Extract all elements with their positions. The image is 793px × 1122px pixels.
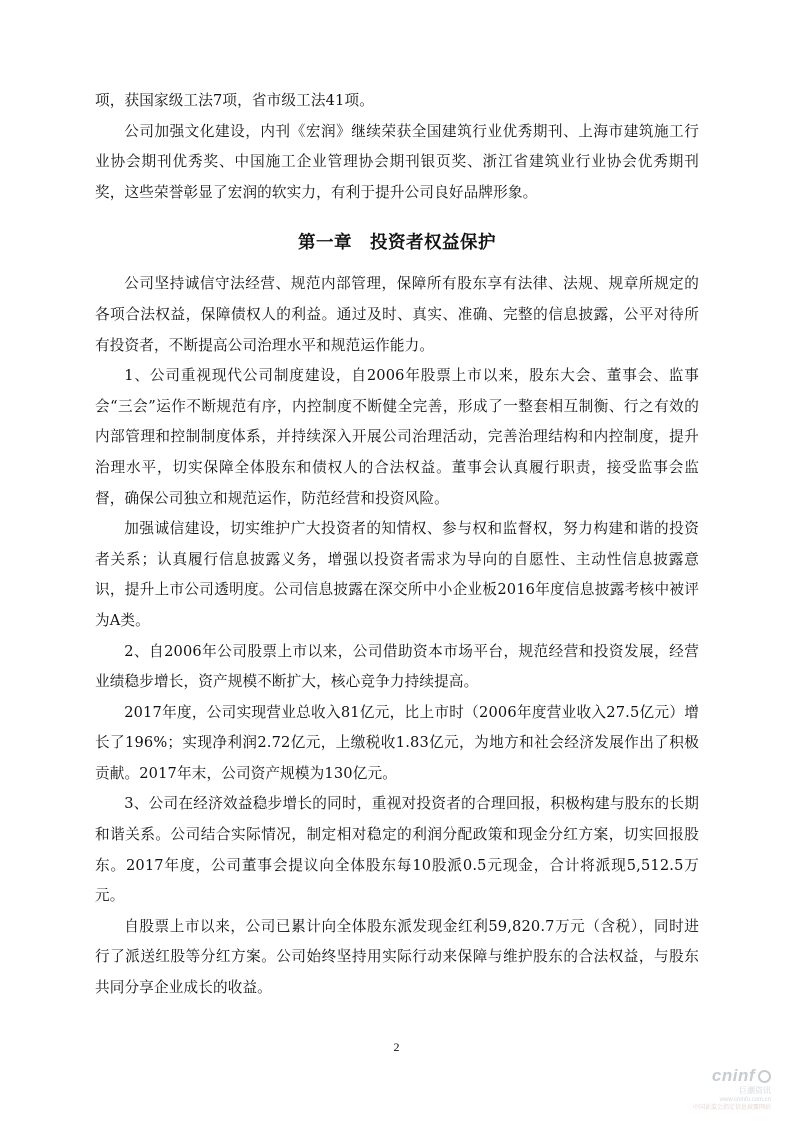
cninfo-brand-name: 巨潮资讯 — [739, 1086, 771, 1095]
cninfo-logo-text: cninf — [711, 1066, 755, 1085]
paragraph-intro: 公司坚持诚信守法经营、规范内部管理，保障所有股东享有法律、法规、规章所规定的各项合法权益，保障债权人的利益。通过及时、真实、准确、完整的信息披露，公平对待所有投资者，不断提高公司治理水平和规范运作能力。 — [95, 275, 699, 354]
paragraph-item-2: 2、自2006年公司股票上市以来，公司借助资本市场平台，规范经营和投资发展，经营业绩稳步增长，资产规模不断扩大，核心竞争力持续提高。 — [95, 642, 699, 691]
cninfo-url: www.cninfo.com.cn — [719, 1097, 771, 1103]
page-number: 2 — [393, 1040, 400, 1054]
document-page — [95, 86, 699, 1004]
cninfo-watermark — [693, 1066, 771, 1112]
paragraph-dividends: 自股票上市以来，公司已累计向全体股东派发现金红利59,820.7万元（含税），同时进行了派送红股等分红方案。公司始终坚持用实际行动来保障与维护股东的合法权益，与股东共同分享企业成长的收益。 — [95, 917, 699, 997]
paragraph-2017-results: 2017年度，公司实现营业总收入81亿元，比上市时（2006年度营业收入27.5亿元）增长了196%；实现净利润2.72亿元，上缴税收1.83亿元，为地方和社会经济发展作出了积极贡献。2017年末，公司资产规模为130亿元。 — [95, 703, 699, 782]
paragraph-continuation: 项，获国家级工法7项，省市级工法41项。 — [95, 92, 374, 109]
paragraph-culture: 公司加强文化建设，内刊《宏润》继续荣获全国建筑行业优秀期刊、上海市建筑施工行业协会期刊优秀奖、中国施工企业管理协会期刊银页奖、浙江省建筑业行业协会优秀期刊奖，这些荣誉彰显了宏润的软实力，有利于提升公司良好品牌形象。 — [95, 122, 699, 201]
paragraph-item-3: 3、公司在经济效益稳步增长的同时，重视对投资者的合理回报，积极构建与股东的长期和谐关系。公司结合实际情况，制定相对稳定的利润分配政策和现金分红方案，切实回报股东。2017年度，公司董事会提议向全体股东每10股派0.5元现金，合计将派现5,512.5万元。 — [95, 795, 699, 905]
paragraph-integrity: 加强诚信建设，切实维护广大投资者的知情权、参与权和监督权，努力构建和谐的投资者关系；认真履行信息披露义务，增强以投资者需求为导向的自愿性、主动性信息披露意识，提升上市公司透明度。公司信息披露在深交所中小企业板2016年度信息披露考核中被评为A类。 — [95, 520, 699, 629]
chapter-title: 第一章 投资者权益保护 — [298, 233, 496, 254]
cninfo-logo-icon — [758, 1070, 771, 1083]
cninfo-logo — [693, 1066, 771, 1086]
paragraph-item-1: 1、公司重视现代公司制度建设，自2006年股票上市以来，股东大会、董事会、监事会“三会”运作不断规范有序，内控制度不断健全完善，形成了一整套相互制衡、行之有效的内部管理和控制制度体系，并持续深入开展公司治理活动，完善治理结构和内控制度，提升治理水平，切实保障全体股东和债权人的合法权益。董事会认真履行职责，接受监事会监督，确保公司独立和规范运作，防范经营和投资风险。 — [95, 367, 699, 507]
cninfo-description: 中国证监会指定信息披露网站 — [692, 1104, 771, 1111]
